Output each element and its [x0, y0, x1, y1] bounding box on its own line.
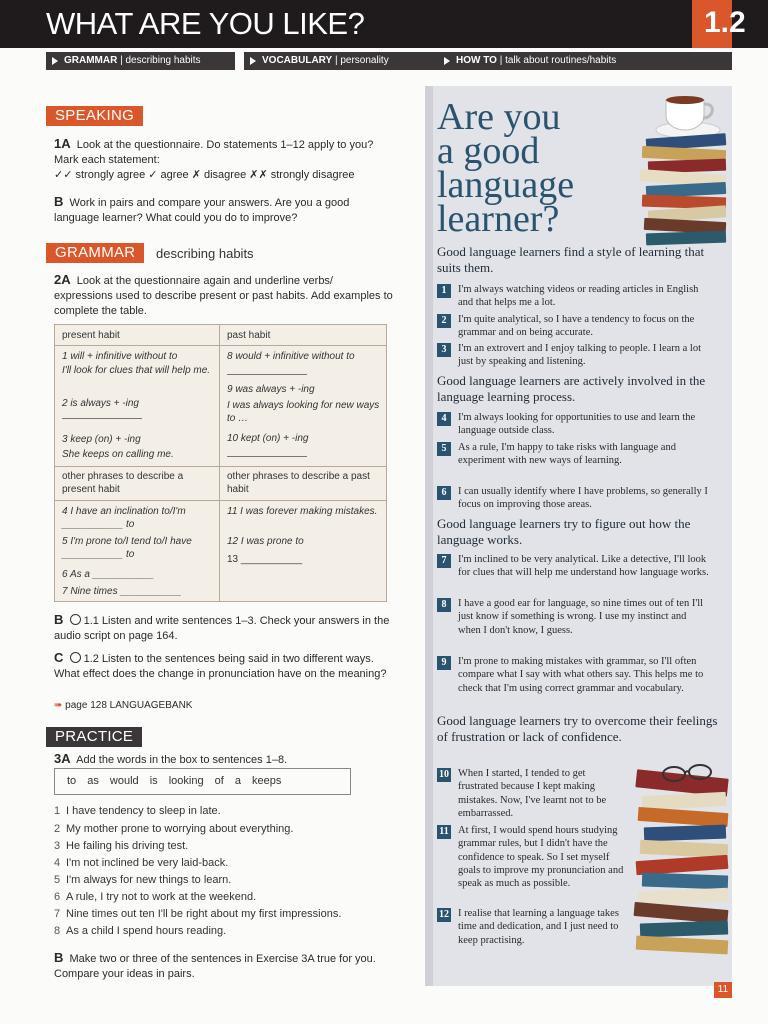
statement-number: 9 — [437, 656, 451, 670]
book-stack-illustration — [632, 760, 732, 955]
questionnaire-statement — [437, 824, 627, 890]
vocabulary-focus-pill: VOCABULARY | personality — [244, 52, 478, 70]
exercise-instruction: Make two or three of the sentences in Exercise 3A true for you. Compare your ideas in pairs. — [54, 953, 376, 980]
questionnaire-statement — [437, 313, 709, 340]
questionnaire-statement — [437, 907, 627, 947]
table-example: I was always looking for new ways to … — [227, 400, 380, 424]
language-bank-reference — [54, 698, 394, 713]
questionnaire-heading: Good language learners try to overcome their feelings of frustration or lack of confidence. — [437, 713, 718, 744]
pill-bold-label: VOCABULARY — [262, 55, 333, 66]
page-title: WHAT ARE YOU LIKE? — [46, 6, 365, 41]
questionnaire-heading: Good language learners are actively involved in the language learning process. — [437, 373, 706, 404]
statement-number: 4 — [437, 412, 451, 426]
exercise-2b — [54, 612, 394, 644]
questionnaire-statement — [437, 485, 709, 512]
table-subheader-past: other phrases to describe a past habit — [227, 471, 370, 495]
arrow-right-icon: ➠ — [54, 700, 63, 711]
lesson-focus-bar — [46, 52, 732, 70]
blank-line — [227, 447, 307, 457]
audio-icon[interactable] — [70, 614, 81, 625]
statement-number: 11 — [437, 825, 451, 839]
questionnaire-heading: Good language learners find a style of learning that suits them. — [437, 244, 705, 275]
practice-sentence: 6 A rule, I try not to work at the weekend. — [54, 891, 257, 903]
statement-text: I can usually identify where I have problems, so generally I focus on improving those areas. — [458, 486, 708, 511]
statement-number: 3 — [437, 343, 451, 357]
statement-text: I'm prone to making mistakes with grammar, so I'll often compare what I say with what others say. This helps me to check that I'm using correct grammar and vocabulary. — [458, 656, 704, 694]
table-divider — [55, 500, 386, 501]
table-cell: 2 is always + -ing — [62, 398, 139, 409]
agreement-key: ✓✓ strongly agree ✓ agree ✗ disagree ✗✗ strongly disagree — [54, 169, 355, 181]
table-divider — [55, 345, 386, 346]
sentence-text: A rule, I try not to work at the weekend. — [66, 891, 257, 903]
table-cell: 3 keep (on) + -ing — [62, 434, 141, 445]
grammar-section-subtitle: describing habits — [156, 246, 254, 261]
statement-text: When I started, I tended to get frustrated because I kept making mistakes. Now, I've learnt not to be embarrassed. — [458, 768, 607, 819]
practice-sentence: 5 I'm always for new things to learn. — [54, 874, 232, 886]
statement-number: 7 — [437, 554, 451, 568]
table-cell: 7 Nine times ___________ — [62, 586, 182, 597]
practice-sentence: 8 As a child I spend hours reading. — [54, 925, 227, 937]
sentence-text: My mother prone to worrying about everything. — [66, 823, 294, 835]
sentence-text: As a child I spend hours reading. — [66, 925, 227, 937]
audio-icon[interactable] — [70, 652, 81, 663]
exercise-2a — [54, 272, 394, 319]
practice-sentence: 4 I'm not inclined be very laid-back. — [54, 857, 229, 869]
exercise-instruction: Work in pairs and compare your answers. Are you a good language learner? What could you do to improve? — [54, 197, 350, 224]
table-cell: 11 I was forever making mistakes. — [227, 506, 378, 517]
exercise-instruction: Look at the questionnaire. Do statements 1–12 apply to you? Mark each statement: — [54, 139, 374, 166]
practice-section-label: PRACTICE — [46, 727, 142, 747]
exercise-3b — [54, 950, 394, 982]
table-divider — [219, 325, 220, 601]
questionnaire-statement — [437, 767, 627, 820]
table-cell: 12 I was prone to — [227, 536, 304, 547]
statement-number: 8 — [437, 598, 451, 612]
table-cell: 6 As a ___________ — [62, 569, 154, 580]
sentence-text: Nine times out ten I'll be right about my first impressions. — [66, 908, 342, 920]
statement-number: 12 — [439, 909, 449, 920]
pill-label: describing habits — [125, 55, 201, 66]
grammar-section-label: GRAMMAR — [46, 243, 144, 263]
grammar-focus-pill: GRAMMAR | describing habits — [46, 52, 235, 70]
table-cell: 10 kept (on) + -ing — [227, 433, 309, 444]
statement-text: At first, I would spend hours studying grammar rules, but I didn't have the confidence to speak. So I set myself goals to improve my pronunciation and speak as much as possible. — [458, 825, 624, 890]
page-number: 11 — [714, 982, 732, 998]
book-stack-illustration — [640, 136, 732, 256]
word-box: to as would is looking of a keeps — [54, 768, 351, 795]
language-bank-link[interactable]: page 128 LANGUAGEBANK — [65, 700, 193, 711]
table-cell: 5 I'm prone to/I tend to/I have ___________ to — [62, 536, 192, 560]
pill-label: talk about routines/habits — [505, 55, 617, 66]
speaking-section-label: SPEAKING — [46, 106, 143, 126]
statement-text: I'm always looking for opportunities to use and learn the language outside class. — [458, 412, 696, 437]
habits-table — [54, 324, 387, 602]
statement-text: I'm an extrovert and I enjoy talking to people. I learn a lot just by speaking and listening. — [458, 343, 702, 368]
statement-number: 1 — [437, 284, 451, 298]
table-divider — [55, 466, 386, 467]
sentence-text: I have tendency to sleep in late. — [66, 805, 221, 817]
statement-number: 2 — [437, 314, 451, 328]
sentence-text: I'm always for new things to learn. — [66, 874, 232, 886]
statement-text: I have a good ear for language, so nine times out of ten I'll just know if something is wrong. I use my instinct and when I don't know, I guess. — [458, 598, 704, 636]
pill-bold-label: GRAMMAR — [64, 55, 118, 66]
questionnaire-statement — [437, 411, 709, 438]
table-header-present: present habit — [62, 330, 120, 341]
exercise-number: B — [54, 950, 64, 965]
pill-bold-label: HOW TO — [456, 55, 497, 66]
exercise-2c — [54, 650, 394, 682]
exercise-number: 3A — [54, 751, 71, 766]
statement-number: 5 — [437, 442, 451, 456]
questionnaire-statement — [437, 441, 709, 468]
exercise-3a — [54, 751, 394, 768]
practice-sentence: 3 He failing his driving test. — [54, 840, 189, 852]
exercise-instruction: Add the words in the box to sentences 1–8. — [76, 754, 288, 766]
unit-number: 1.2 — [692, 0, 732, 48]
practice-sentence: 1 I have tendency to sleep in late. — [54, 805, 221, 817]
exercise-number: 1A — [54, 136, 71, 151]
questionnaire-statement — [437, 553, 709, 580]
sentence-text: I'm not inclined be very laid-back. — [66, 857, 229, 869]
exercise-1b — [54, 194, 394, 226]
howto-focus-pill: HOW TO | talk about routines/habits — [438, 52, 732, 70]
table-example: I'll look for clues that will help me. — [62, 365, 211, 376]
glasses-illustration — [660, 762, 716, 784]
table-cell: 4 I have an inclination to/I'm ___________ to — [62, 506, 186, 530]
exercise-number: B — [54, 194, 64, 209]
statement-number: 6 — [437, 486, 451, 500]
table-example: She keeps on calling me. — [62, 449, 174, 460]
table-header-past: past habit — [227, 330, 271, 341]
statement-text: As a rule, I'm happy to take risks with language and experiment with new ways of learning. — [458, 442, 676, 467]
exercise-instruction: Look at the questionnaire again and underline verbs/ expressions used to describe present or past habits. Add examples to complete the table. — [54, 275, 393, 317]
statement-text: I'm quite analytical, so I have a tendency to focus on the grammar and on being accurate. — [458, 314, 695, 339]
blank-line — [227, 365, 307, 375]
questionnaire-statement — [437, 655, 709, 695]
table-subheader-present: other phrases to describe a present habit — [62, 471, 184, 495]
exercise-1a — [54, 136, 394, 168]
statement-number: 10 — [439, 769, 449, 780]
play-arrow-icon — [250, 57, 256, 65]
questionnaire-statement — [437, 283, 709, 310]
table-cell: 1 will + infinitive without to — [62, 351, 178, 362]
sentence-text: He failing his driving test. — [66, 840, 189, 852]
exercise-number: C — [54, 650, 64, 665]
statement-text: I'm always watching videos or reading articles in English and that helps me a lot. — [458, 284, 699, 309]
questionnaire-heading: Good language learners try to figure out how the language works. — [437, 516, 691, 547]
blank-line — [62, 409, 142, 419]
statement-text: I realise that learning a language takes time and dedication, and I just need to keep practising. — [458, 908, 619, 946]
exercise-number: 2A — [54, 272, 71, 287]
play-arrow-icon — [52, 57, 58, 65]
exercise-instruction: 1.2 Listen to the sentences being said in two different ways. What effect does the change in pronunciation have on the meaning? — [54, 653, 387, 680]
practice-sentence: 7 Nine times out ten I'll be right about my first impressions. — [54, 908, 342, 920]
questionnaire-statement — [437, 597, 709, 637]
table-cell: 13 ___________ — [227, 554, 303, 565]
table-cell: 9 was always + -ing — [227, 384, 315, 395]
questionnaire-title: Are you a good language learner? — [437, 96, 575, 240]
exercise-number: B — [54, 612, 64, 627]
exercise-instruction: 1.1 Listen and write sentences 1–3. Check your answers in the audio script on page 164. — [54, 615, 390, 642]
pill-label: personality — [340, 55, 389, 66]
statement-text: I'm inclined to be very analytical. Like a detective, I'll look for clues that will help me understand how language works. — [458, 554, 709, 579]
play-arrow-icon — [444, 57, 450, 65]
questionnaire-statement — [437, 342, 709, 369]
practice-sentence: 2 My mother prone to worrying about everything. — [54, 823, 294, 835]
table-cell: 8 would + infinitive without to — [227, 351, 355, 362]
